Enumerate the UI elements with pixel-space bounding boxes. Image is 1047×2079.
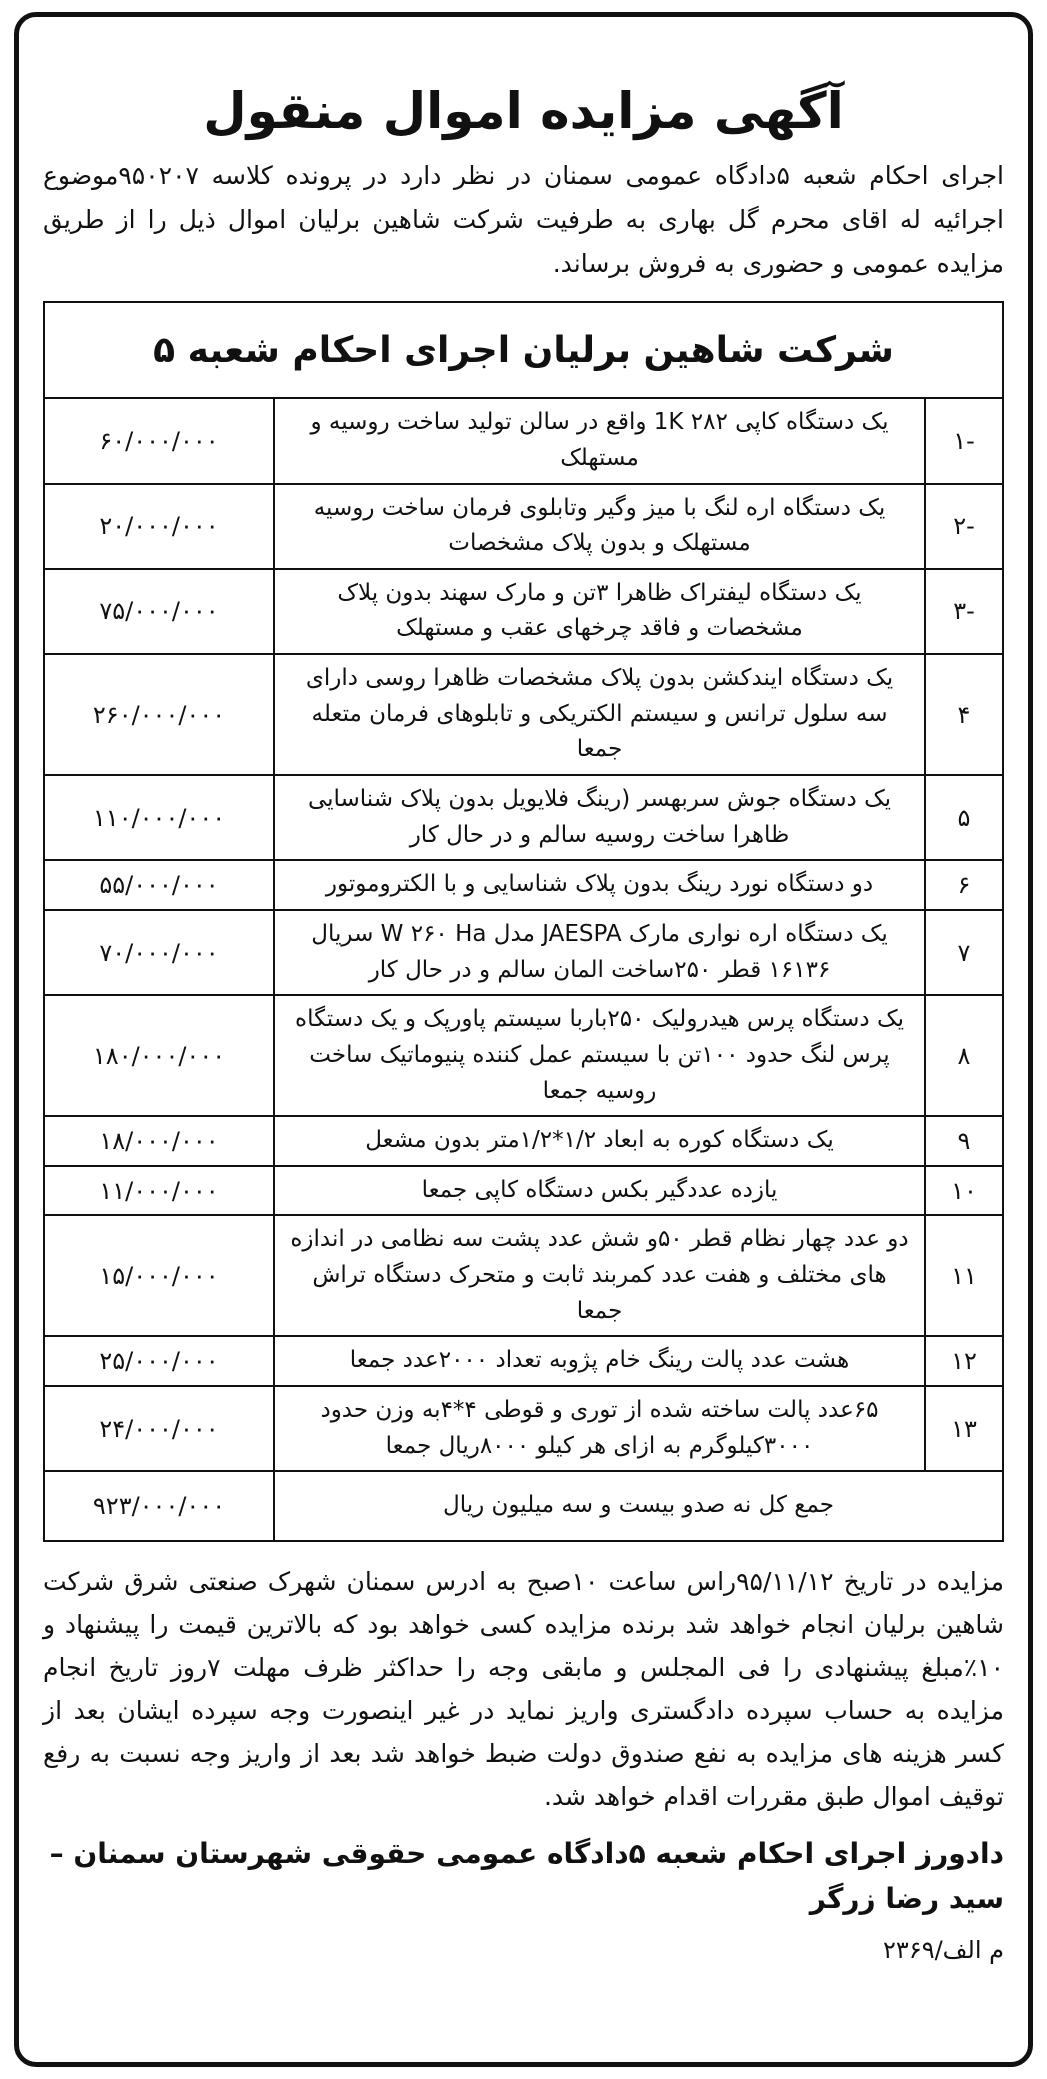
item-description: یک دستگاه کاپی ۲۸۲ 1K واقع در سالن تولید ساخت روسیه و مستهلک [274,398,925,483]
item-number: ۹ [925,1116,1003,1166]
item-price: ۱۵/۰۰۰/۰۰۰ [44,1215,274,1336]
table-row [44,1166,1003,1216]
reference-number: م الف/۲۳۶۹ [883,1935,1004,1964]
item-price: ۲۶۰/۰۰۰/۰۰۰ [44,654,274,775]
notice-title: آگهی مزایده اموال منقول [203,82,844,140]
item-description: یک دستگاه لیفتراک ظاهرا ۳تن و مارک سهند بدون پلاک مشخصات و فاقد چرخهای عقب و مستهلک [274,569,925,654]
item-description: یک دستگاه اره لنگ با میز وگیر وتابلوی فرمان ساخت روسیه مستهلک و بدون پلاک مشخصات [274,484,925,569]
item-number: ۱۳ [925,1386,1003,1471]
signature-block [43,1832,1004,1922]
item-number: ۸ [925,995,1003,1116]
item-number: -۲ [925,484,1003,569]
total-row [44,1471,1003,1541]
auction-terms: مزایده در تاریخ ۹۵/۱۱/۱۲راس ساعت ۱۰صبح به ادرس سمنان شهرک صنعتی شرق شرکت شاهین برلیان انجام خواهد شد برنده مزایده کسی خواهد بود که بالاترین قیمت را پیشنهاد و ۱۰٪مبلغ پیشنهادی را فی المجلس و مابقی وجه را حداکثر ظرف مهلت ۷روز تاریخ انجام مزایده به حساب سپرده دادگستری واریز نماید در غیر اینصورت وجه سپرده ایشان بعد از کسر هزینه های مزایده به نفع صندوق دولت ضبط خواهد شد بعد از واریز وجه نسبت به رفع توقیف اموال طبق مقررات اقدام خواهد شد. [43,1567,1005,1812]
notice-intro: اجرای احکام شعبه ۵دادگاه عمومی سمنان در نظر دارد در پرونده کلاسه ۹۵۰۲۰۷موضوع اجرائیه له اقای محرم گل بهاری به طرفیت شرکت شاهین برلیان اموال ذیل را از طریق مزایده عمومی و حضوری به فروش برساند. [43,161,1004,278]
item-price: ۱۱۰/۰۰۰/۰۰۰ [44,775,274,860]
item-description: دو دستگاه نورد رینگ بدون پلاک شناسایی و با الکتروموتور [274,860,925,910]
item-number: ۴ [925,654,1003,775]
item-description: یک دستگاه اره نواری مارک JAESPA مدل W ۲۶۰ Ha سریال ۱۶۱۳۶ قطر ۲۵۰ساخت المان سالم و در حال کار [274,910,925,995]
item-number: ۷ [925,910,1003,995]
table-row [44,1215,1003,1336]
notice-frame [14,12,1033,2067]
table-row [44,860,1003,910]
company-header-row [44,302,1003,398]
total-label: جمع کل نه صدو بیست و سه میلیون ریال [274,1471,1003,1541]
item-number: ۶ [925,860,1003,910]
item-description: یک دستگاه پرس هیدرولیک ۲۵۰باربا سیستم پاورپک و یک دستگاه پرس لنگ حدود ۱۰۰تن با سیستم عمل کننده پنیوماتیک ساخت روسیه جمعا [274,995,925,1116]
total-price: ۹۲۳/۰۰۰/۰۰۰ [44,1471,274,1541]
item-price: ۲۵/۰۰۰/۰۰۰ [44,1336,274,1386]
item-description: یک دستگاه کوره به ابعاد ۱/۲*۱/۲متر بدون مشعل [274,1116,925,1166]
table-row [44,910,1003,995]
item-number: -۳ [925,569,1003,654]
table-row [44,775,1003,860]
table-row [44,484,1003,569]
item-price: ۵۵/۰۰۰/۰۰۰ [44,860,274,910]
signature-name: سید رضا زرگر [809,1882,1004,1916]
item-description: هشت عدد پالت رینگ خام پژوبه تعداد ۲۰۰۰عدد جمعا [274,1336,925,1386]
item-price: ۲۰/۰۰۰/۰۰۰ [44,484,274,569]
item-price: ۱۸۰/۰۰۰/۰۰۰ [44,995,274,1116]
table-row [44,569,1003,654]
item-price: ۷۵/۰۰۰/۰۰۰ [44,569,274,654]
item-number: -۱ [925,398,1003,483]
company-header: شرکت شاهین برلیان اجرای احکام شعبه ۵ [44,302,1003,398]
items-table [43,301,1004,1542]
item-price: ۱۱/۰۰۰/۰۰۰ [44,1166,274,1216]
item-number: ۵ [925,775,1003,860]
table-row [44,654,1003,775]
table-row [44,1386,1003,1471]
item-price: ۱۸/۰۰۰/۰۰۰ [44,1116,274,1166]
table-row [44,1116,1003,1166]
item-price: ۶۰/۰۰۰/۰۰۰ [44,398,274,483]
item-description: یک دستگاه جوش سربهسر (رینگ فلایویل بدون پلاک شناسایی ظاهرا ساخت روسیه سالم و در حال کار [274,775,925,860]
signature-title: دادورز اجرای احکام شعبه ۵دادگاه عمومی حقوقی شهرستان سمنان – [49,1837,1004,1871]
item-number: ۱۲ [925,1336,1003,1386]
item-description: ۶۵عدد پالت ساخته شده از توری و قوطی ۴*۴به وزن حدود ۳۰۰۰کیلوگرم به ازای هر کیلو ۸۰۰۰ریال جمعا [274,1386,925,1471]
table-row [44,398,1003,483]
item-description: یازده عددگیر بکس دستگاه کاپی جمعا [274,1166,925,1216]
item-description: یک دستگاه ایندکشن بدون پلاک مشخصات ظاهرا روسی دارای سه سلول ترانس و سیستم الکتریکی و تابلوهای فرمان متعله جمعا [274,654,925,775]
table-row [44,995,1003,1116]
item-number: ۱۰ [925,1166,1003,1216]
item-number: ۱۱ [925,1215,1003,1336]
item-description: دو عدد چهار نظام قطر ۵۰و شش عدد پشت سه نظامی در اندازه های مختلف و هفت عدد کمربند ثابت و متحرک دستگاه تراش جمعا [274,1215,925,1336]
item-price: ۷۰/۰۰۰/۰۰۰ [44,910,274,995]
table-row [44,1336,1003,1386]
item-price: ۲۴/۰۰۰/۰۰۰ [44,1386,274,1471]
